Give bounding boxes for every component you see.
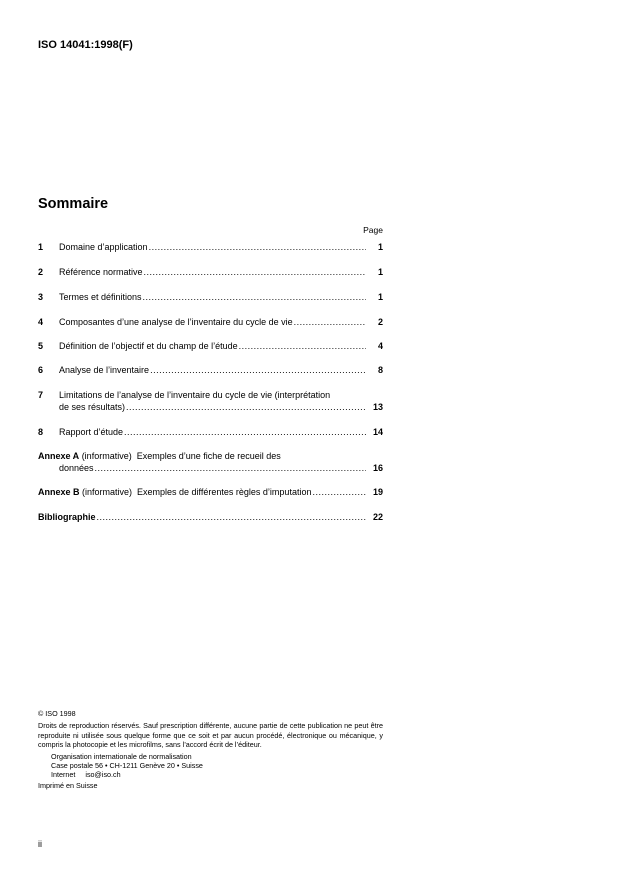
toc-entry-title: Termes et définitions bbox=[59, 292, 142, 302]
dot-leader bbox=[149, 241, 366, 253]
dot-leader bbox=[239, 340, 366, 352]
toc-entry-title-continued: données bbox=[59, 463, 94, 473]
toc-entry-8[interactable] bbox=[38, 426, 383, 438]
toc-annex-label: Annexe A bbox=[38, 451, 80, 461]
toc-entry-annex-a[interactable] bbox=[38, 450, 383, 474]
toc-entry-5[interactable] bbox=[38, 340, 383, 352]
toc-entry-title: Référence normative bbox=[59, 267, 143, 277]
dot-leader bbox=[144, 266, 366, 278]
toc-entry-number: 6 bbox=[38, 365, 44, 375]
toc-bibliography-label: Bibliographie bbox=[38, 512, 96, 522]
toc-entry-bibliography[interactable] bbox=[38, 511, 383, 523]
toc-entry-title: Composantes d’une analyse de l’inventaire du cycle de vie bbox=[59, 317, 293, 327]
toc-entry-number: 5 bbox=[38, 341, 44, 351]
page-column-label: Page bbox=[363, 225, 383, 235]
toc-annex-label: Annexe B bbox=[38, 487, 80, 497]
dot-leader bbox=[95, 462, 366, 474]
toc-entry-title: Analyse de l’inventaire bbox=[59, 365, 150, 375]
toc-entry-number: 1 bbox=[38, 242, 44, 252]
dot-leader bbox=[97, 511, 366, 523]
dot-leader bbox=[294, 316, 366, 328]
document-header: ISO 14041:1998(F) bbox=[38, 39, 133, 51]
copyright-footer bbox=[38, 709, 383, 790]
dot-leader bbox=[312, 486, 366, 498]
dot-leader bbox=[124, 426, 366, 438]
toc-entry-page: 14 bbox=[372, 427, 383, 437]
internet-contact: Internet iso@iso.ch bbox=[51, 770, 121, 780]
toc-entry-title-continued: de ses résultats) bbox=[59, 402, 126, 412]
toc-entry-page: 4 bbox=[377, 341, 383, 351]
toc-entry-page: 13 bbox=[372, 402, 383, 412]
page-number: ii bbox=[38, 839, 42, 849]
toc-entry-annex-b[interactable] bbox=[38, 486, 383, 498]
toc-entry-page: 1 bbox=[377, 242, 383, 252]
toc-entry-number: 4 bbox=[38, 317, 44, 327]
toc-entry-title: Limitations de l’analyse de l’inventaire du cycle de vie (interprétation bbox=[59, 390, 331, 400]
dot-leader bbox=[126, 401, 366, 413]
toc-entry-page: 2 bbox=[377, 317, 383, 327]
organization-name: Organisation internationale de normalisation bbox=[51, 751, 192, 761]
toc-entry-7[interactable] bbox=[38, 389, 383, 413]
toc-entry-number: 3 bbox=[38, 292, 44, 302]
printed-in: Imprimé en Suisse bbox=[38, 780, 98, 790]
copyright-notice: © ISO 1998 bbox=[38, 709, 76, 718]
toc-entry-1[interactable] bbox=[38, 241, 383, 253]
toc-entry-title: (informative) Exemples d’une fiche de recueil des bbox=[79, 451, 281, 461]
toc-entry-number: 7 bbox=[38, 390, 44, 400]
toc-entry-title: (informative) Exemples de différentes règles d’imputation bbox=[79, 487, 312, 497]
toc-entry-page: 19 bbox=[372, 487, 383, 497]
toc-entry-title: Domaine d’application bbox=[59, 242, 148, 252]
organization-address bbox=[38, 752, 383, 780]
toc-entry-page: 22 bbox=[372, 512, 383, 522]
toc-entry-title: Rapport d’étude bbox=[59, 427, 124, 437]
toc-entry-number: 8 bbox=[38, 427, 44, 437]
dot-leader bbox=[150, 364, 366, 376]
toc-entry-page: 1 bbox=[377, 292, 383, 302]
reproduction-rights: Droits de reproduction réservés. Sauf prescription différente, aucune partie de cette publication ne peut être reproduite ni utilisée sous quelque forme que ce soit et par aucun procédé, électronique ou mécanique, y compris la photocopie et les microfilms, sans l’accord écrit de l’éditeur. bbox=[38, 721, 383, 750]
postal-address: Case postale 56 • CH-1211 Genève 20 • Suisse bbox=[51, 761, 203, 771]
toc-entry-number: 2 bbox=[38, 267, 44, 277]
toc-entry-title: Définition de l’objectif et du champ de l’étude bbox=[59, 341, 238, 351]
toc-entry-page: 8 bbox=[377, 365, 383, 375]
toc-entry-4[interactable] bbox=[38, 316, 383, 328]
dot-leader bbox=[143, 291, 366, 303]
toc-entry-2[interactable] bbox=[38, 266, 383, 278]
toc-entry-6[interactable] bbox=[38, 364, 383, 376]
toc-title: Sommaire bbox=[38, 196, 109, 212]
toc-entry-3[interactable] bbox=[38, 291, 383, 303]
toc-entry-page: 16 bbox=[372, 463, 383, 473]
toc-entry-page: 1 bbox=[377, 267, 383, 277]
